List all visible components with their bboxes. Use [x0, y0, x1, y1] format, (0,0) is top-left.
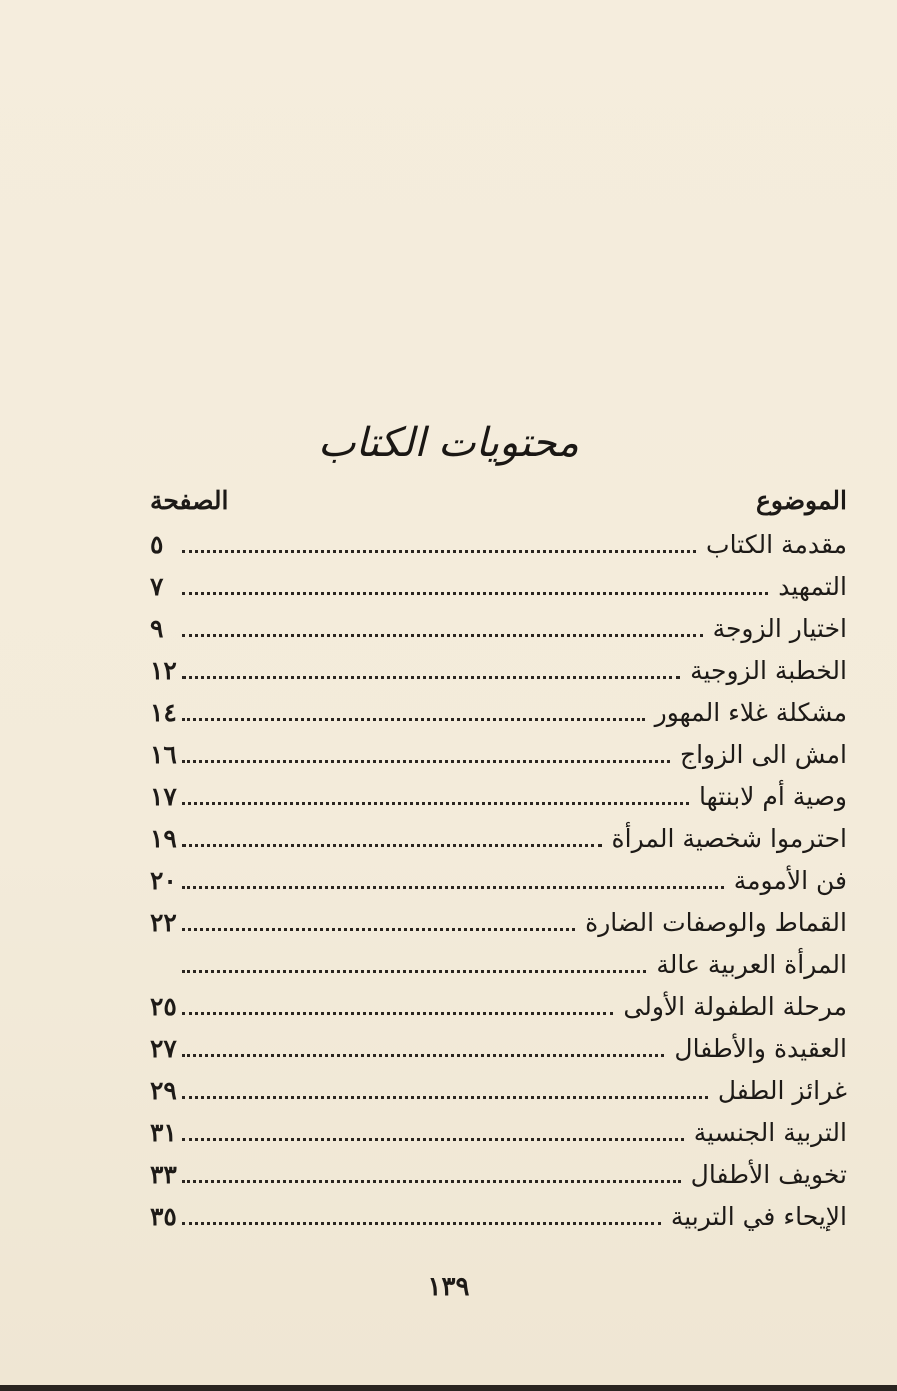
- toc-entry-page: ١٩: [150, 824, 177, 853]
- toc-entry: [150, 698, 847, 740]
- toc-entry-topic: احترموا شخصية المرأة: [611, 824, 847, 853]
- dot-leader: [182, 675, 680, 679]
- toc-entry: [150, 908, 847, 950]
- toc-entry-page: ٢٢: [150, 908, 177, 937]
- toc-entry-topic: العقيدة والأطفال: [674, 1034, 847, 1063]
- toc-entry-topic: اختيار الزوجة: [712, 614, 847, 643]
- toc-entry-page: ٣٥: [150, 1202, 177, 1231]
- toc-entry-topic: القماط والوصفات الضارة: [585, 908, 847, 937]
- toc-entry-topic: التمهيد: [778, 572, 847, 601]
- toc-title: محتويات الكتاب: [318, 420, 579, 466]
- toc-entry-topic: تخويف الأطفال: [690, 1160, 847, 1189]
- toc-entry-topic: الإيحاء في التربية: [670, 1202, 847, 1231]
- dot-leader: [182, 1221, 661, 1225]
- toc-entry-page: ٩: [150, 614, 164, 643]
- toc-entry: [150, 782, 847, 824]
- dot-leader: [182, 927, 575, 931]
- topic-column-header: الموضوع: [756, 485, 847, 515]
- toc-entry-page: ٥: [150, 530, 164, 559]
- toc-entry-topic: الخطبة الزوجية: [690, 656, 847, 685]
- dot-leader: [182, 717, 645, 721]
- toc-header: [150, 480, 847, 520]
- toc-entry-topic: فن الأمومة: [733, 866, 847, 895]
- toc-entry: [150, 572, 847, 614]
- toc-entry-topic: التربية الجنسية: [693, 1118, 847, 1147]
- toc-entry: [150, 1118, 847, 1160]
- dot-leader: [182, 591, 768, 595]
- toc-entry: [150, 1202, 847, 1244]
- toc-entry: [150, 656, 847, 698]
- dot-leader: [182, 1011, 613, 1015]
- toc-entry: [150, 530, 847, 572]
- toc-entry-page: ١٦: [150, 740, 177, 769]
- toc-entry: [150, 614, 847, 656]
- dot-leader: [182, 1095, 708, 1099]
- dot-leader: [182, 549, 696, 553]
- toc-entry-topic: مرحلة الطفولة الأولى: [623, 992, 847, 1021]
- toc-entry-page: ٢٥: [150, 992, 177, 1021]
- dot-leader: [182, 759, 670, 763]
- toc-entry: [150, 740, 847, 782]
- dot-leader: [182, 843, 602, 847]
- toc-entry-page: ٣٣: [150, 1160, 177, 1189]
- toc-entry-page: ١٧: [150, 782, 177, 811]
- toc-entry-topic: مشكلة غلاء المهور: [654, 698, 847, 727]
- toc-entry: [150, 950, 847, 992]
- toc-entry-topic: امش الى الزواج: [679, 740, 847, 769]
- toc-entry: [150, 992, 847, 1034]
- dot-leader: [182, 801, 689, 805]
- toc-entry-topic: وصية أم لابنتها: [698, 782, 847, 811]
- toc-entry-topic: غرائز الطفل: [717, 1076, 847, 1105]
- toc-entry-page: ٢٧: [150, 1034, 177, 1063]
- toc-entry-page: ٢٩: [150, 1076, 177, 1105]
- page-number: ١٣٩: [427, 1272, 470, 1302]
- toc-entry: [150, 1076, 847, 1118]
- toc-entry-page: ١٤: [150, 698, 177, 727]
- toc-entry-topic: مقدمة الكتاب: [706, 530, 847, 559]
- toc-entry: [150, 1160, 847, 1202]
- toc-list: [150, 530, 847, 1244]
- page-column-header: الصفحة: [150, 485, 229, 515]
- toc-entry-page: ١٢: [150, 656, 177, 685]
- dot-leader: [182, 633, 703, 637]
- dot-leader: [182, 969, 646, 973]
- dot-leader: [182, 1179, 681, 1183]
- dot-leader: [182, 1137, 684, 1141]
- toc-entry: [150, 824, 847, 866]
- scan-edge: [0, 1385, 897, 1391]
- toc-entry-page: ٣١: [150, 1118, 177, 1147]
- toc-entry-page: ٧: [150, 572, 164, 601]
- toc-entry-page: ٢٠: [150, 866, 177, 895]
- toc-entry-topic: المرأة العربية عالة: [656, 950, 847, 979]
- dot-leader: [182, 1053, 664, 1057]
- toc-entry: [150, 1034, 847, 1076]
- toc-entry: [150, 866, 847, 908]
- dot-leader: [182, 885, 724, 889]
